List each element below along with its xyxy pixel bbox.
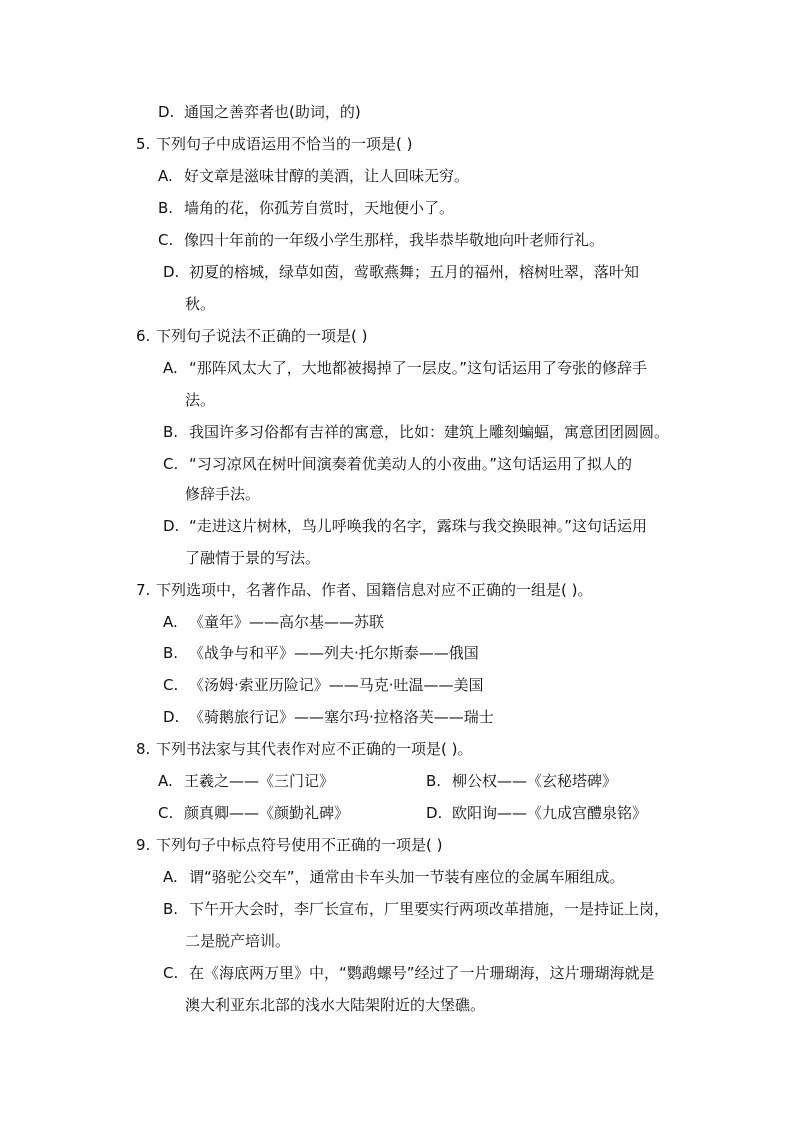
option-text: 墙角的花，你孤芳自赏时，天地便小了。 bbox=[184, 199, 455, 217]
option-c bbox=[163, 454, 632, 474]
option-label: A. bbox=[158, 167, 173, 185]
option-text: 好文章是滋味甘醇的美酒，让人回味无穷。 bbox=[184, 167, 470, 185]
option-label: D. bbox=[158, 103, 175, 121]
option-text: 我国许多习俗都有吉祥的寓意，比如：建筑上雕刻蝙蝠，寓意团团圆圆。 bbox=[189, 423, 670, 441]
option-a bbox=[163, 612, 384, 632]
option-text: 谓“骆驼公交车”，通常由卡车头加一节装有座位的金属车厢组成。 bbox=[189, 868, 625, 886]
option-label: D. bbox=[163, 263, 180, 281]
option-text: 柳公权——《玄秘塔碑》 bbox=[452, 772, 618, 790]
option-b bbox=[426, 771, 617, 791]
option-a bbox=[163, 867, 625, 887]
option-label: C. bbox=[163, 676, 179, 694]
question-text: 下列句子中成语运用不恰当的一项是( ) bbox=[156, 135, 413, 153]
option-label: C. bbox=[158, 231, 174, 249]
option-label: D. bbox=[163, 517, 180, 535]
question-5 bbox=[136, 134, 412, 154]
option-label: B. bbox=[158, 199, 174, 217]
question-7 bbox=[136, 580, 592, 600]
option-label: A. bbox=[158, 772, 173, 790]
option-text: 法。 bbox=[185, 391, 216, 409]
option-text: 澳大利亚东北部的浅水大陆架附近的大堡礁。 bbox=[185, 996, 486, 1014]
question-6 bbox=[136, 326, 367, 346]
question-number: 9. bbox=[136, 836, 151, 854]
option-continuation bbox=[185, 294, 215, 314]
option-b bbox=[163, 422, 669, 442]
option-label: A. bbox=[163, 868, 178, 886]
option-text: 颜真卿——《颜勤礼碑》 bbox=[184, 804, 350, 822]
question-number: 7. bbox=[136, 581, 151, 599]
option-text: 下午开大会时，李厂长宣布，厂里要实行两项改革措施，一是持证上岗， bbox=[189, 900, 670, 918]
question-text: 下列书法家与其代表作对应不正确的一项是( )。 bbox=[156, 740, 473, 758]
option-continuation bbox=[185, 484, 260, 504]
option-b bbox=[158, 198, 454, 218]
option-d bbox=[426, 803, 647, 823]
option-continuation bbox=[185, 995, 485, 1015]
option-text: 初夏的榕城，绿草如茵，莺歌燕舞；五月的福州，榕树吐翠，落叶知 bbox=[189, 263, 640, 281]
option-a bbox=[158, 166, 469, 186]
option-text: 王羲之——《三门记》 bbox=[184, 772, 335, 790]
question-text: 下列句子说法不正确的一项是( ) bbox=[156, 327, 368, 345]
option-a bbox=[158, 771, 334, 791]
option-c bbox=[163, 963, 655, 983]
option-text: 《战争与和平》——列夫·托尔斯泰——俄国 bbox=[189, 644, 479, 662]
option-b bbox=[163, 899, 669, 919]
question-text: 下列句子中标点符号使用不正确的一项是( ) bbox=[156, 836, 443, 854]
option-text: 了融情于景的写法。 bbox=[185, 549, 321, 567]
option-label: D. bbox=[426, 804, 443, 822]
option-b bbox=[163, 643, 479, 663]
option-label: A. bbox=[163, 613, 178, 631]
option-d bbox=[158, 102, 361, 122]
option-text: 欧阳询——《九成宫醴泉铭》 bbox=[452, 804, 648, 822]
option-text: 《童年》——高尔基——苏联 bbox=[189, 613, 385, 631]
option-label: B. bbox=[163, 900, 179, 918]
option-label: B. bbox=[163, 423, 179, 441]
question-number: 6. bbox=[136, 327, 151, 345]
question-number: 8. bbox=[136, 740, 151, 758]
option-d bbox=[163, 262, 639, 282]
option-text: 二是脱产培训。 bbox=[185, 932, 291, 950]
option-c bbox=[163, 675, 484, 695]
option-text: “那阵风太大了，大地都被揭掉了一层皮。”这句话运用了夸张的修辞手 bbox=[189, 359, 648, 377]
option-label: C. bbox=[163, 964, 179, 982]
question-9 bbox=[136, 835, 442, 855]
option-label: A. bbox=[163, 359, 178, 377]
option-text: “走进这片树林，鸟儿呼唤我的名字，露珠与我交换眼神。”这句话运用 bbox=[189, 517, 648, 535]
option-label: B. bbox=[426, 772, 442, 790]
option-c bbox=[158, 230, 604, 250]
option-label: C. bbox=[163, 455, 179, 473]
option-label: B. bbox=[163, 644, 179, 662]
option-a bbox=[163, 358, 647, 378]
question-number: 5. bbox=[136, 135, 151, 153]
option-text: 在《海底两万里》中，“鹦鹉螺号”经过了一片珊瑚海，这片珊瑚海就是 bbox=[189, 964, 655, 982]
option-continuation bbox=[185, 548, 320, 568]
option-label: D. bbox=[163, 708, 180, 726]
option-c bbox=[158, 803, 349, 823]
question-8 bbox=[136, 739, 472, 759]
option-text: 通国之善弈者也(助词，的) bbox=[184, 103, 361, 121]
option-text: 《汤姆·索亚历险记》——马克·吐温——美国 bbox=[189, 676, 484, 694]
option-text: 秋。 bbox=[185, 295, 216, 313]
option-d bbox=[163, 707, 494, 727]
option-text: 像四十年前的一年级小学生那样，我毕恭毕敬地向叶老师行礼。 bbox=[184, 231, 605, 249]
question-text: 下列选项中，名著作品、作者、国籍信息对应不正确的一组是( )。 bbox=[156, 581, 593, 599]
option-continuation bbox=[185, 390, 215, 410]
option-text: 修辞手法。 bbox=[185, 485, 261, 503]
option-d bbox=[163, 516, 647, 536]
option-text: 《骑鹅旅行记》——塞尔玛·拉格洛芙——瑞士 bbox=[189, 708, 494, 726]
option-label: C. bbox=[158, 804, 174, 822]
option-text: “习习凉风在树叶间演奏着优美动人的小夜曲。”这句话运用了拟人的 bbox=[189, 455, 633, 473]
option-continuation bbox=[185, 931, 290, 951]
